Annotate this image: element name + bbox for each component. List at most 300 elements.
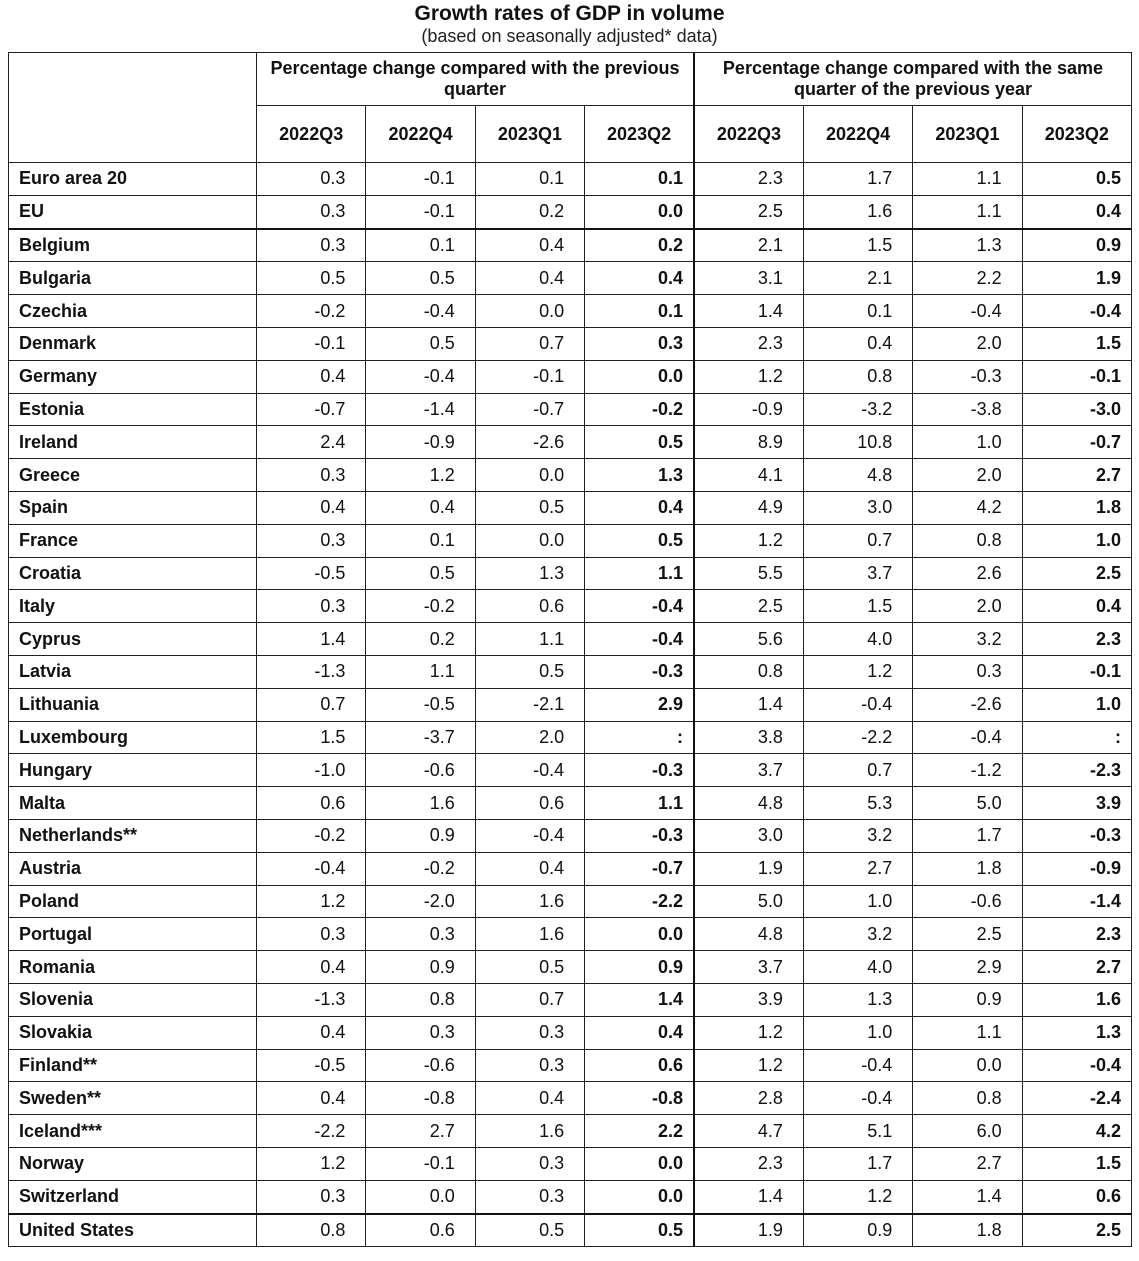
country-cell: Cyprus [9,623,257,656]
table-row [9,787,1132,820]
qoq-value-cell: -2.0 [366,885,475,918]
yoy-value-cell: 3.7 [803,557,912,590]
table-row [9,951,1132,984]
yoy-value-cell: 4.2 [913,491,1022,524]
qoq-value-cell: -0.4 [475,754,584,787]
qoq-value-cell: 0.4 [585,262,694,295]
yoy-value-cell: 3.2 [803,819,912,852]
yoy-value-cell: 1.8 [1022,491,1131,524]
qoq-value-cell: 2.4 [257,426,366,459]
qoq-value-cell: 0.0 [585,1180,694,1213]
qoq-value-cell: 1.5 [257,721,366,754]
yoy-value-cell: -0.7 [1022,426,1131,459]
yoy-value-cell: 1.2 [803,655,912,688]
yoy-value-cell: 2.9 [913,951,1022,984]
qoq-value-cell: 0.4 [475,262,584,295]
yoy-value-cell: 5.6 [694,623,803,656]
yoy-value-cell: 10.8 [803,426,912,459]
yoy-value-cell: 1.8 [913,852,1022,885]
qoq-value-cell: -3.7 [366,721,475,754]
yoy-value-cell: 2.5 [1022,557,1131,590]
table-row [9,819,1132,852]
yoy-value-cell: -0.4 [913,721,1022,754]
yoy-value-cell: 4.8 [694,918,803,951]
yoy-value-cell: 1.4 [913,1180,1022,1213]
qoq-value-cell: -2.2 [257,1115,366,1148]
qoq-value-cell: 0.2 [366,623,475,656]
qoq-value-cell: 0.5 [366,327,475,360]
qoq-value-cell: -0.2 [366,590,475,623]
qoq-value-cell: -0.6 [366,1049,475,1082]
qoq-value-cell: 0.3 [257,229,366,262]
country-cell: Netherlands** [9,819,257,852]
yoy-value-cell: 4.8 [803,459,912,492]
yoy-value-cell: 2.5 [913,918,1022,951]
yoy-value-cell: 1.7 [913,819,1022,852]
qoq-value-cell: -0.1 [366,195,475,228]
yoy-value-cell: 3.7 [694,754,803,787]
qoq-value-cell: 0.4 [475,229,584,262]
yoy-value-cell: -0.4 [913,295,1022,328]
country-cell: Norway [9,1147,257,1180]
qoq-value-cell: 0.4 [257,951,366,984]
qoq-value-cell: 0.0 [585,360,694,393]
yoy-value-cell: -0.4 [803,1082,912,1115]
country-cell: Austria [9,852,257,885]
yoy-value-cell: -2.3 [1022,754,1131,787]
country-cell: Bulgaria [9,262,257,295]
country-cell: Euro area 20 [9,163,257,196]
yoy-value-cell: 0.0 [913,1049,1022,1082]
country-cell: Finland** [9,1049,257,1082]
qoq-value-cell: -2.6 [475,426,584,459]
country-cell: Lithuania [9,688,257,721]
yoy-value-cell: 0.7 [803,524,912,557]
table-row [9,1214,1132,1247]
qoq-value-cell: -1.3 [257,983,366,1016]
qoq-value-cell: 0.3 [257,459,366,492]
qoq-value-cell: -0.3 [585,819,694,852]
yoy-value-cell: 2.2 [913,262,1022,295]
yoy-value-cell: 2.0 [913,327,1022,360]
country-cell: Latvia [9,655,257,688]
qoq-value-cell: 0.9 [366,951,475,984]
yoy-value-cell: -0.6 [913,885,1022,918]
yoy-value-cell: 0.4 [1022,590,1131,623]
yoy-value-cell: -0.4 [803,1049,912,1082]
qoq-value-cell: 1.4 [585,983,694,1016]
yoy-value-cell: : [1022,721,1131,754]
qoq-value-cell: -0.1 [475,360,584,393]
qoq-value-cell: 0.3 [366,1016,475,1049]
yoy-value-cell: 5.3 [803,787,912,820]
qoq-value-cell: 0.3 [257,524,366,557]
qoq-value-cell: 0.6 [257,787,366,820]
yoy-value-cell: 0.9 [913,983,1022,1016]
yoy-value-cell: 2.7 [913,1147,1022,1180]
qoq-value-cell: -0.7 [257,393,366,426]
qoq-value-cell: 0.5 [475,655,584,688]
table-row [9,1082,1132,1115]
yoy-value-cell: 1.5 [803,590,912,623]
table-row [9,852,1132,885]
page-subtitle: (based on seasonally adjusted* data) [421,26,718,46]
yoy-value-cell: 1.9 [694,1214,803,1247]
qoq-value-cell: 1.1 [585,787,694,820]
yoy-value-cell: 4.0 [803,623,912,656]
qoq-value-cell: 0.0 [475,295,584,328]
yoy-value-cell: 1.7 [803,163,912,196]
quarter-header-yoy: 2023Q1 [913,106,1022,163]
yoy-value-cell: 4.2 [1022,1115,1131,1148]
qoq-value-cell: -0.5 [366,688,475,721]
table-row [9,655,1132,688]
yoy-value-cell: 4.1 [694,459,803,492]
yoy-value-cell: -0.1 [1022,655,1131,688]
yoy-value-cell: 0.9 [803,1214,912,1247]
yoy-value-cell: 1.0 [1022,524,1131,557]
country-cell: Ireland [9,426,257,459]
table-row [9,754,1132,787]
table-row [9,163,1132,196]
qoq-value-cell: -1.4 [366,393,475,426]
qoq-value-cell: 0.3 [475,1016,584,1049]
yoy-value-cell: 1.3 [1022,1016,1131,1049]
qoq-value-cell: -0.1 [257,327,366,360]
qoq-value-cell: -0.4 [257,852,366,885]
yoy-value-cell: 4.7 [694,1115,803,1148]
yoy-value-cell: 2.3 [694,327,803,360]
yoy-value-cell: 1.1 [913,195,1022,228]
qoq-value-cell: -0.5 [257,557,366,590]
yoy-value-cell: 2.6 [913,557,1022,590]
qoq-value-cell: 0.5 [585,1214,694,1247]
country-cell: Luxembourg [9,721,257,754]
qoq-value-cell: 1.6 [475,885,584,918]
yoy-value-cell: 0.8 [913,1082,1022,1115]
yoy-value-cell: -0.9 [1022,852,1131,885]
yoy-value-cell: 4.8 [694,787,803,820]
table-row [9,491,1132,524]
yoy-value-cell: 2.7 [1022,459,1131,492]
yoy-value-cell: 1.6 [803,195,912,228]
qoq-value-cell: : [585,721,694,754]
qoq-value-cell: 0.3 [257,590,366,623]
qoq-value-cell: 0.4 [475,1082,584,1115]
qoq-value-cell: -2.2 [585,885,694,918]
qoq-value-cell: 0.8 [366,983,475,1016]
qoq-value-cell: 0.1 [585,295,694,328]
yoy-value-cell: 3.0 [803,491,912,524]
qoq-value-cell: 1.6 [366,787,475,820]
yoy-value-cell: 1.0 [803,885,912,918]
yoy-value-cell: 2.3 [1022,918,1131,951]
yoy-value-cell: -3.2 [803,393,912,426]
yoy-value-cell: -0.9 [694,393,803,426]
qoq-value-cell: -0.2 [585,393,694,426]
yoy-value-cell: 3.7 [694,951,803,984]
qoq-value-cell: 0.4 [475,852,584,885]
yoy-value-cell: 3.9 [1022,787,1131,820]
yoy-value-cell: 3.9 [694,983,803,1016]
qoq-value-cell: 0.4 [257,1016,366,1049]
qoq-value-cell: 0.3 [257,195,366,228]
country-cell: Denmark [9,327,257,360]
yoy-value-cell: -2.6 [913,688,1022,721]
qoq-value-cell: -0.4 [585,590,694,623]
qoq-value-cell: -0.6 [366,754,475,787]
country-cell: Iceland*** [9,1115,257,1148]
yoy-value-cell: -2.2 [803,721,912,754]
yoy-value-cell: 0.9 [1022,229,1131,262]
yoy-value-cell: 1.9 [694,852,803,885]
quarter-header-qoq: 2023Q1 [475,106,584,163]
country-cell: Poland [9,885,257,918]
yoy-value-cell: -0.3 [1022,819,1131,852]
table-row [9,918,1132,951]
qoq-value-cell: -0.4 [475,819,584,852]
qoq-value-cell: 1.1 [366,655,475,688]
yoy-value-cell: 3.1 [694,262,803,295]
yoy-value-cell: 4.0 [803,951,912,984]
qoq-value-cell: 0.5 [366,557,475,590]
yoy-value-cell: 3.8 [694,721,803,754]
yoy-value-cell: 2.3 [1022,623,1131,656]
qoq-value-cell: 0.4 [257,1082,366,1115]
qoq-value-cell: 0.0 [585,1147,694,1180]
table-row [9,557,1132,590]
qoq-value-cell: 0.0 [585,918,694,951]
yoy-value-cell: 0.1 [803,295,912,328]
gdp-table [8,52,1132,1247]
yoy-value-cell: 1.6 [1022,983,1131,1016]
qoq-value-cell: 0.4 [585,491,694,524]
yoy-value-cell: 1.4 [694,1180,803,1213]
yoy-value-cell: 2.3 [694,1147,803,1180]
group-header-qoq: Percentage change compared with the previous quarter [257,53,695,106]
qoq-value-cell: 0.0 [585,195,694,228]
country-cell: Estonia [9,393,257,426]
table-row [9,524,1132,557]
table-row [9,295,1132,328]
qoq-value-cell: 0.3 [257,918,366,951]
table-row [9,623,1132,656]
country-cell: Germany [9,360,257,393]
yoy-value-cell: -0.4 [1022,1049,1131,1082]
qoq-value-cell: -2.1 [475,688,584,721]
table-row [9,1180,1132,1213]
qoq-value-cell: 0.3 [257,1180,366,1213]
yoy-value-cell: 0.8 [694,655,803,688]
qoq-value-cell: -0.7 [475,393,584,426]
yoy-value-cell: 2.1 [803,262,912,295]
yoy-value-cell: 1.5 [1022,1147,1131,1180]
yoy-value-cell: 0.5 [1022,163,1131,196]
qoq-value-cell: -1.0 [257,754,366,787]
qoq-value-cell: 0.4 [585,1016,694,1049]
quarter-header-yoy: 2023Q2 [1022,106,1131,163]
table-row [9,327,1132,360]
qoq-value-cell: 1.3 [475,557,584,590]
qoq-value-cell: 0.1 [475,163,584,196]
qoq-value-cell: 0.5 [585,426,694,459]
yoy-value-cell: 2.0 [913,459,1022,492]
qoq-value-cell: 0.1 [366,229,475,262]
country-cell: United States [9,1214,257,1247]
country-cell: Spain [9,491,257,524]
yoy-value-cell: 0.7 [803,754,912,787]
table-row [9,1016,1132,1049]
table-row [9,1147,1132,1180]
yoy-value-cell: 2.1 [694,229,803,262]
yoy-value-cell: 2.7 [1022,951,1131,984]
table-row [9,885,1132,918]
qoq-value-cell: 1.6 [475,918,584,951]
table-row [9,262,1132,295]
yoy-value-cell: 1.4 [694,295,803,328]
qoq-value-cell: 2.0 [475,721,584,754]
qoq-value-cell: 0.3 [475,1049,584,1082]
qoq-value-cell: -0.2 [366,852,475,885]
qoq-value-cell: 2.9 [585,688,694,721]
qoq-value-cell: -0.2 [257,819,366,852]
qoq-value-cell: 0.2 [475,195,584,228]
qoq-value-cell: 0.1 [366,524,475,557]
yoy-value-cell: 2.8 [694,1082,803,1115]
yoy-value-cell: 1.5 [803,229,912,262]
qoq-value-cell: 0.7 [475,983,584,1016]
table-row [9,1049,1132,1082]
qoq-value-cell: 0.2 [585,229,694,262]
table-row [9,721,1132,754]
country-cell: Switzerland [9,1180,257,1213]
qoq-value-cell: -0.3 [585,754,694,787]
qoq-value-cell: 1.6 [475,1115,584,1148]
table-row [9,688,1132,721]
qoq-value-cell: -0.1 [366,1147,475,1180]
qoq-value-cell: -1.3 [257,655,366,688]
country-cell: Romania [9,951,257,984]
yoy-value-cell: 1.0 [803,1016,912,1049]
yoy-value-cell: 2.5 [694,195,803,228]
country-cell: Czechia [9,295,257,328]
qoq-value-cell: -0.4 [366,295,475,328]
yoy-value-cell: 2.7 [803,852,912,885]
yoy-value-cell: 5.5 [694,557,803,590]
country-cell: Malta [9,787,257,820]
yoy-value-cell: -0.4 [1022,295,1131,328]
qoq-value-cell: -0.7 [585,852,694,885]
yoy-value-cell: 2.5 [694,590,803,623]
yoy-value-cell: 2.3 [694,163,803,196]
quarter-header-yoy: 2022Q4 [803,106,912,163]
qoq-value-cell: 0.7 [257,688,366,721]
yoy-value-cell: 1.3 [913,229,1022,262]
yoy-value-cell: 0.6 [1022,1180,1131,1213]
qoq-value-cell: 0.8 [257,1214,366,1247]
qoq-value-cell: 0.6 [366,1214,475,1247]
qoq-value-cell: 0.9 [366,819,475,852]
yoy-value-cell: 1.0 [1022,688,1131,721]
table-row [9,590,1132,623]
yoy-value-cell: 1.0 [913,426,1022,459]
table-row [9,360,1132,393]
yoy-value-cell: 0.8 [803,360,912,393]
yoy-value-cell: -0.1 [1022,360,1131,393]
qoq-value-cell: -0.4 [366,360,475,393]
yoy-value-cell: 4.9 [694,491,803,524]
yoy-value-cell: 1.1 [913,1016,1022,1049]
country-cell: Croatia [9,557,257,590]
table-row [9,983,1132,1016]
qoq-value-cell: 2.2 [585,1115,694,1148]
yoy-value-cell: 3.2 [913,623,1022,656]
yoy-value-cell: 0.3 [913,655,1022,688]
yoy-value-cell: 0.4 [803,327,912,360]
qoq-value-cell: 0.0 [475,524,584,557]
yoy-value-cell: -1.2 [913,754,1022,787]
yoy-value-cell: 2.5 [1022,1214,1131,1247]
quarter-header-yoy: 2022Q3 [694,106,803,163]
country-cell: Greece [9,459,257,492]
table-row [9,1115,1132,1148]
qoq-value-cell: 0.4 [257,491,366,524]
yoy-value-cell: 1.1 [913,163,1022,196]
country-cell: Slovakia [9,1016,257,1049]
yoy-value-cell: 0.8 [913,524,1022,557]
yoy-value-cell: -1.4 [1022,885,1131,918]
country-cell: EU [9,195,257,228]
yoy-value-cell: -0.3 [913,360,1022,393]
qoq-value-cell: 0.3 [257,163,366,196]
country-cell: Italy [9,590,257,623]
qoq-value-cell: 0.3 [475,1147,584,1180]
yoy-value-cell: 1.2 [694,524,803,557]
qoq-value-cell: -0.8 [366,1082,475,1115]
qoq-value-cell: 0.0 [366,1180,475,1213]
qoq-value-cell: 0.6 [475,787,584,820]
table-row [9,229,1132,262]
qoq-value-cell: 0.9 [585,951,694,984]
qoq-value-cell: -0.9 [366,426,475,459]
qoq-value-cell: 1.2 [257,1147,366,1180]
yoy-value-cell: -2.4 [1022,1082,1131,1115]
qoq-value-cell: -0.5 [257,1049,366,1082]
yoy-value-cell: 1.9 [1022,262,1131,295]
qoq-value-cell: 0.3 [585,327,694,360]
country-cell: France [9,524,257,557]
yoy-value-cell: 5.0 [694,885,803,918]
country-cell: Portugal [9,918,257,951]
yoy-value-cell: 3.2 [803,918,912,951]
qoq-value-cell: 0.7 [475,327,584,360]
yoy-value-cell: 1.2 [694,1049,803,1082]
country-cell: Slovenia [9,983,257,1016]
qoq-value-cell: 0.5 [475,951,584,984]
yoy-value-cell: 1.5 [1022,327,1131,360]
qoq-value-cell: 0.5 [585,524,694,557]
qoq-value-cell: 0.5 [366,262,475,295]
qoq-value-cell: 0.0 [475,459,584,492]
qoq-value-cell: 0.5 [475,1214,584,1247]
quarter-header-qoq: 2023Q2 [585,106,694,163]
qoq-value-cell: 1.2 [366,459,475,492]
qoq-value-cell: -0.3 [585,655,694,688]
yoy-value-cell: 1.2 [694,360,803,393]
yoy-value-cell: -3.0 [1022,393,1131,426]
quarter-header-qoq: 2022Q3 [257,106,366,163]
yoy-value-cell: 1.3 [803,983,912,1016]
